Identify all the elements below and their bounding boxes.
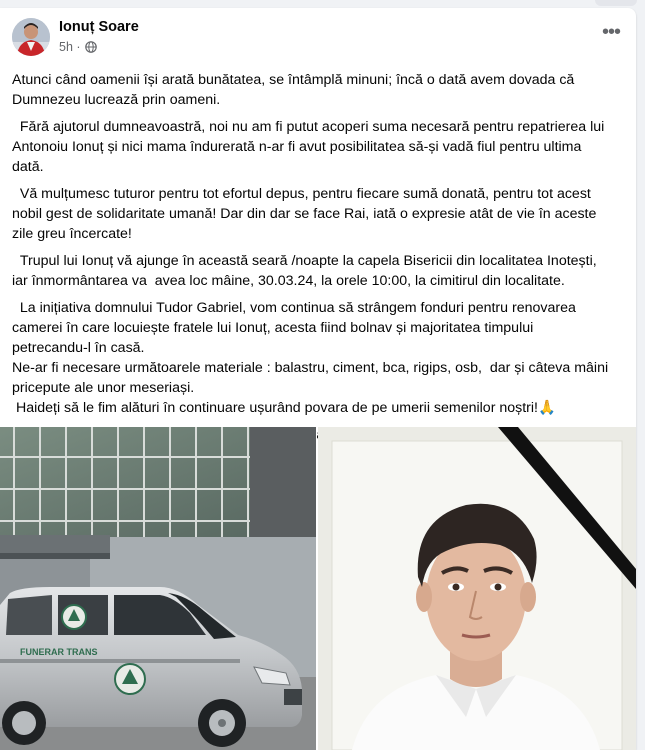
post-time[interactable]: 5h · xyxy=(59,40,81,54)
previous-post-edge xyxy=(595,0,637,6)
paragraph-4: Trupul lui Ionuț vă ajunge în această seară /noapte la capela Bisericii din localitatea Inotești, iar înmormântarea va avea loc mâine, 30.03.24, la orele 10:00, la cimitirul din localitate. xyxy=(12,253,601,289)
more-options-button[interactable]: ••• xyxy=(601,21,620,43)
post-card xyxy=(0,8,636,750)
paragraph-6: să xyxy=(309,427,325,443)
photo-memorial-portrait[interactable] xyxy=(318,427,636,750)
post-header xyxy=(12,16,624,64)
paragraph-2: Fără ajutorul dumneavoastră, noi nu am fi putut acoperi suma necesară pentru repatrierea lui Antonoiu Ionuț și nici mama îndurerată n-ar fi avut posibilitatea să-și vadă fiul pentru ultima dată. xyxy=(12,119,608,175)
author-name[interactable]: Ionuț Soare xyxy=(59,19,139,35)
avatar[interactable] xyxy=(12,18,50,56)
top-strip xyxy=(0,0,645,8)
paragraph-3: Vă mulțumesc tuturor pentru tot efortul depus, pentru fiecare sumă donată, pentru tot acest nobil gest de solidaritate umană! Dar din dar se face Rai, iată o expresie atât de vie în aceste zile greu încercate! xyxy=(12,186,601,242)
post-text xyxy=(12,70,612,472)
van-logo-text: FUNERAR TRANS xyxy=(20,647,98,657)
globe-icon xyxy=(85,41,97,53)
post-meta xyxy=(59,40,97,54)
paragraph-5: La inițiativa domnului Tudor Gabriel, vom continua să strângem fonduri pentru renovarea camerei în care locuiește fratele lui Ionuț, acesta fiind bolnav și majoritatea timpului petrecandu-l în casă. Ne-ar fi necesare următoarele materiale : balastru, ciment, bca, rigips, osb, dar și câteva mâini pricepute ale unor meseriași. Haideți să le fim alături în continuare ușurând povara de pe umerii semenilor noștri!🙏 xyxy=(12,300,609,416)
photo-funeral-van[interactable] xyxy=(0,427,316,750)
paragraph-1: Atunci când oamenii își arată bunătatea, se întâmplă minuni; încă o dată avem dovada că Dumnezeu lucrează prin oameni. xyxy=(12,72,579,108)
photo-grid xyxy=(0,427,636,750)
